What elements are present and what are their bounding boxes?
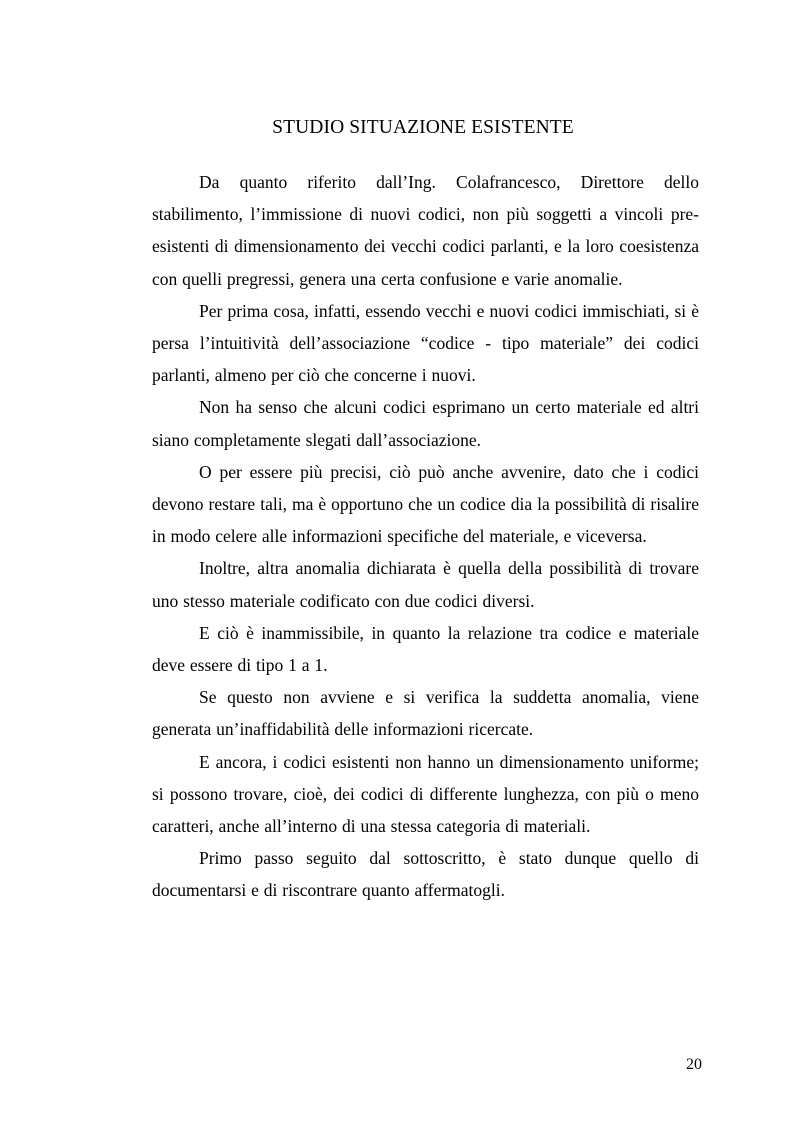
body-text (152, 166, 699, 907)
paragraph-9: Primo passo seguito dal sottoscritto, è stato dunque quello di documentarsi e di riscontrare quanto affermatogli. (152, 848, 699, 901)
paragraph-8: E ancora, i codici esistenti non hanno un dimensionamento uniforme; si possono trovare, cioè, dei codici di differente lunghezza, con più o meno caratteri, anche all’interno di una stessa categoria di materiali. (152, 751, 699, 837)
paragraph-6: E ciò è inammissibile, in quanto la relazione tra codice e materiale deve essere di tipo 1 a 1. (152, 622, 699, 676)
paragraph-2: Per prima cosa, infatti, essendo vecchi e nuovi codici immischiati, si è persa l’intuitività dell’associazione “codice - tipo materiale” dei codici parlanti, almeno per ciò che concerne i nuovi. (152, 300, 699, 386)
page-title: STUDIO SITUAZIONE ESISTENTE (272, 117, 574, 138)
paragraph-1: Da quanto riferito dall’Ing. Colafrancesco, Direttore dello stabilimento, l’immissione di nuovi codici, non più soggetti a vincoli pre-esistenti di dimensionamento dei vecchi codici parlanti, e la loro coesistenza con quelli pregressi, genera una certa confusione e varie anomalie. (152, 172, 699, 289)
paragraph-7: Se questo non avviene e si verifica la suddetta anomalia, viene generata un’inaffidabilità delle informazioni ricercate. (152, 687, 699, 740)
page-number: 20 (686, 1056, 702, 1073)
paragraph-4: O per essere più precisi, ciò può anche avvenire, dato che i codici devono restare tali, ma è opportuno che un codice dia la possibilità di risalire in modo celere alle informazioni specifiche del materiale, e viceversa. (152, 461, 699, 547)
paragraph-5: Inoltre, altra anomalia dichiarata è quella della possibilità di trovare uno stesso materiale codificato con due codici diversi. (152, 558, 699, 611)
paragraph-3: Non ha senso che alcuni codici esprimano un certo materiale ed altri siano completamente slegati dall’associazione. (152, 397, 699, 450)
